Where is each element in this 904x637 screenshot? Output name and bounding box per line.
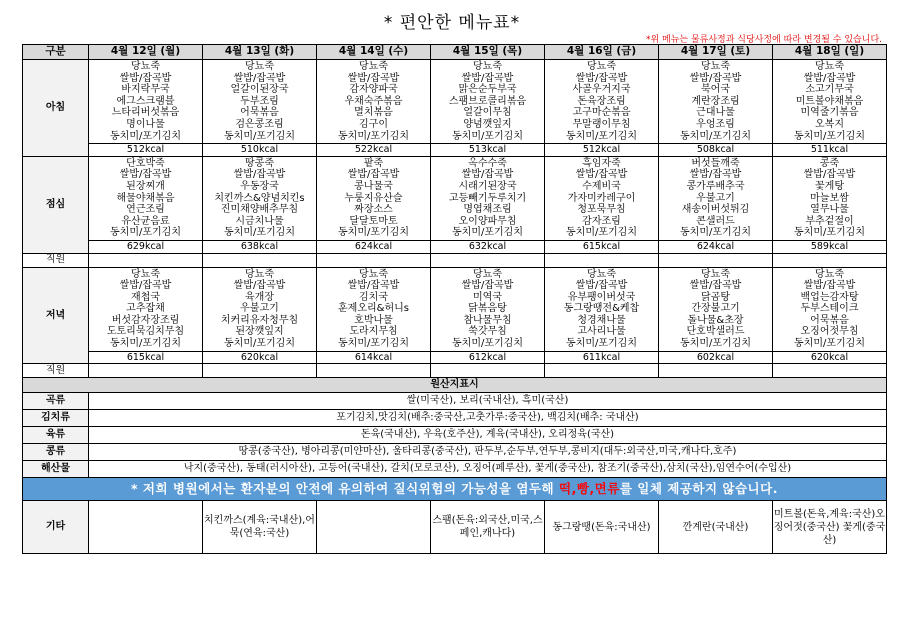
menu-item: 콩죽 — [819, 157, 840, 169]
menu-item: 우엉조림 — [696, 118, 735, 130]
menu-item: 재첩국 — [131, 291, 160, 303]
kcal-value: 513kcal — [431, 143, 544, 156]
banner-text-after: 를 일체 제공하지 않습니다. — [619, 481, 778, 497]
menu-item: 무말랭이무침 — [572, 118, 631, 130]
menu-item: 돈육장조림 — [577, 95, 626, 107]
meal-label: 아침 — [23, 60, 89, 157]
menu-item: 스팸브로콜리볶음 — [448, 95, 527, 107]
staff-cell — [773, 364, 887, 378]
menu-item: 동치미/포기김치 — [338, 227, 409, 239]
menu-item: 된장깻잎지 — [235, 326, 284, 338]
staff-label: 직원 — [23, 364, 89, 378]
menu-item: 동치미/포기김치 — [566, 130, 637, 142]
menu-item: 시래기된장국 — [458, 180, 517, 192]
menu-item: 콩가루배추국 — [686, 180, 745, 192]
menu-item: 쌀밥/잡곡밥 — [119, 72, 172, 84]
staff-cell — [317, 364, 431, 378]
day-header: 4월 14일 (수) — [317, 45, 431, 60]
staff-label: 직원 — [23, 253, 89, 267]
menu-item: 단호박샐러드 — [686, 326, 745, 338]
menu-item: 쌀밥/잡곡밥 — [575, 72, 628, 84]
kcal-value: 620kcal — [203, 351, 316, 364]
menu-item: 김치국 — [359, 291, 388, 303]
menu-item: 쌀밥/잡곡밥 — [119, 280, 172, 292]
menu-item: 청경채나물 — [577, 314, 626, 326]
menu-item: 부추겉절이 — [805, 215, 854, 227]
kcal-value: 624kcal — [317, 240, 430, 253]
day-header: 4월 12일 (월) — [89, 45, 203, 60]
origin-row — [23, 444, 887, 461]
menu-item: 우불고기 — [696, 192, 735, 204]
menu-cell — [89, 267, 203, 364]
staff-cell — [203, 253, 317, 267]
menu-item: 달달토마토 — [349, 215, 398, 227]
menu-item: 쌀밥/잡곡밥 — [233, 169, 286, 181]
menu-item: 검은콩조림 — [235, 118, 284, 130]
menu-cell — [203, 60, 317, 157]
day-header: 4월 17일 (토) — [659, 45, 773, 60]
menu-item: 쌀밥/잡곡밥 — [803, 169, 856, 181]
kcal-value: 638kcal — [203, 240, 316, 253]
day-header: 4월 13일 (화) — [203, 45, 317, 60]
menu-item: 흑임자죽 — [582, 157, 621, 169]
menu-cell — [659, 267, 773, 364]
menu-item: 버섯들깨죽 — [691, 157, 740, 169]
kcal-value: 615kcal — [89, 351, 202, 364]
menu-item: 어묵볶음 — [240, 107, 279, 119]
menu-item: 오복지 — [815, 118, 844, 130]
origin-label: 김치류 — [23, 410, 89, 427]
menu-item: 유산균음료 — [121, 215, 170, 227]
staff-cell — [89, 253, 203, 267]
menu-item: 땅콩죽 — [245, 157, 274, 169]
menu-item: 버섯감자장조림 — [111, 314, 180, 326]
menu-item: 동치미/포기김치 — [452, 338, 523, 350]
meal-label: 점심 — [23, 156, 89, 253]
menu-item: 팥죽 — [363, 157, 384, 169]
kcal-value: 510kcal — [203, 143, 316, 156]
staff-cell — [317, 253, 431, 267]
menu-item: 호박나물 — [354, 314, 393, 326]
menu-item: 동치미/포기김치 — [338, 338, 409, 350]
menu-item: 해물야채볶음 — [116, 192, 175, 204]
etc-label: 기타 — [23, 501, 89, 554]
day-header: 4월 16일 (금) — [545, 45, 659, 60]
menu-item: 당뇨죽 — [473, 268, 502, 280]
staff-row — [23, 364, 887, 378]
menu-item: 멸치볶음 — [354, 107, 393, 119]
menu-item: 도토리묵김치무침 — [106, 326, 185, 338]
menu-item: 맑은순두부국 — [458, 84, 517, 96]
menu-item: 감자조림 — [582, 215, 621, 227]
menu-cell — [89, 60, 203, 157]
menu-table — [22, 44, 887, 554]
menu-item: 동치미/포기김치 — [452, 130, 523, 142]
kcal-value: 629kcal — [89, 240, 202, 253]
menu-item: 청포묵무침 — [577, 204, 626, 216]
staff-cell — [545, 253, 659, 267]
menu-item: 오이양파무침 — [458, 215, 517, 227]
menu-item: 닭볶음탕 — [468, 303, 507, 315]
menu-cell — [431, 156, 545, 253]
staff-cell — [431, 364, 545, 378]
header-label: 구분 — [23, 45, 89, 60]
menu-item: 유부팽이버섯국 — [567, 291, 636, 303]
staff-cell — [431, 253, 545, 267]
menu-item: 당뇨죽 — [359, 268, 388, 280]
menu-item: 느타리버섯볶음 — [111, 107, 180, 119]
etc-cell: 깐계란(국내산) — [659, 501, 773, 554]
origin-row — [23, 427, 887, 444]
menu-item: 얼갈이된장국 — [230, 84, 289, 96]
menu-item: 쌀밥/잡곡밥 — [461, 169, 514, 181]
menu-item: 당뇨죽 — [815, 268, 844, 280]
menu-item: 명이나물 — [126, 118, 165, 130]
menu-item: 치킨까스&양념치킨s — [214, 192, 305, 204]
kcal-value: 508kcal — [659, 143, 772, 156]
etc-cell: 미트볼(돈육,계육:국산)오징어젓(중국산) 꽃게(중국산) — [773, 501, 887, 554]
menu-item: 당뇨죽 — [701, 268, 730, 280]
etc-cell: 스팸(돈육:외국산,미국,스페인,캐나다) — [431, 501, 545, 554]
menu-item: 쑥갓무침 — [468, 326, 507, 338]
menu-item: 고사리나물 — [577, 326, 626, 338]
choking-warning-banner — [23, 478, 887, 501]
menu-item: 백업는감자탕 — [800, 291, 859, 303]
menu-item: 동치미/포기김치 — [110, 130, 181, 142]
menu-item: 당뇨죽 — [587, 268, 616, 280]
menu-item: 쌀밥/잡곡밥 — [689, 169, 742, 181]
menu-item: 우채숙주볶음 — [344, 95, 403, 107]
origin-label: 콩류 — [23, 444, 89, 461]
menu-item: 근대나물 — [696, 107, 735, 119]
menu-item: 동치미/포기김치 — [680, 130, 751, 142]
change-notice: *위 메뉴는 물류사정과 식당사정에 따라 변경될 수 있습니다. — [645, 35, 882, 45]
kcal-value: 620kcal — [773, 351, 886, 364]
staff-cell — [773, 253, 887, 267]
menu-item: 쌀밥/잡곡밥 — [347, 280, 400, 292]
menu-cell — [431, 60, 545, 157]
menu-item: 동치미/포기김치 — [338, 130, 409, 142]
menu-item: 당뇨죽 — [245, 268, 274, 280]
menu-item: 고구마순볶음 — [572, 107, 631, 119]
menu-item: 새송이버섯튀김 — [681, 204, 750, 216]
menu-item: 소고기무국 — [805, 84, 854, 96]
origin-text: 돈육(국내산), 우육(호주산), 계육(국내산), 오리정육(국산) — [89, 427, 887, 444]
menu-item: 고추잡채 — [126, 303, 165, 315]
menu-item: 시금치나물 — [235, 215, 284, 227]
menu-item: 동치미/포기김치 — [110, 338, 181, 350]
meal-row — [23, 60, 887, 157]
menu-item: 에그스크램블 — [116, 95, 175, 107]
menu-item: 양념깻잎지 — [463, 118, 512, 130]
menu-item: 당뇨죽 — [359, 61, 388, 72]
menu-item: 마늘보쌈 — [810, 192, 849, 204]
menu-item: 치커리유자청무침 — [220, 314, 299, 326]
menu-item: 북어국 — [701, 84, 730, 96]
menu-item: 동치미/포기김치 — [680, 338, 751, 350]
menu-item: 쌀밥/잡곡밥 — [689, 280, 742, 292]
menu-item: 우동장국 — [240, 180, 279, 192]
menu-item: 당뇨죽 — [131, 61, 160, 72]
menu-item: 쌀밥/잡곡밥 — [233, 72, 286, 84]
origin-text: 포기김치,맛김치(배추:중국산,고춧가루:중국산), 백김치(배추: 국내산) — [89, 410, 887, 427]
menu-item: 미역국 — [473, 291, 502, 303]
etc-row — [23, 501, 887, 554]
menu-item: 꽃게탕 — [815, 180, 844, 192]
menu-item: 돌나물&초장 — [687, 314, 744, 326]
menu-item: 된장찌개 — [126, 180, 165, 192]
menu-cell — [773, 267, 887, 364]
menu-item: 진미채양배추무침 — [220, 204, 299, 216]
menu-item: 쌀밥/잡곡밥 — [461, 72, 514, 84]
kcal-value: 612kcal — [431, 351, 544, 364]
staff-cell — [659, 364, 773, 378]
menu-item: 사골우거지국 — [572, 84, 631, 96]
menu-item: 도라지무침 — [349, 326, 398, 338]
menu-item: 바지락무국 — [121, 84, 170, 96]
page-title: * 편안한 메뉴표* — [383, 13, 521, 33]
menu-item: 누룽지유산슬 — [344, 192, 403, 204]
etc-cell — [89, 501, 203, 554]
staff-cell — [545, 364, 659, 378]
etc-cell: 치킨까스(계육:국내산),어묵(연육:국산) — [203, 501, 317, 554]
menu-item: 명엽채조림 — [463, 204, 512, 216]
menu-item: 당뇨죽 — [815, 61, 844, 72]
warning-banner-row — [23, 478, 887, 501]
menu-item: 어묵볶음 — [810, 314, 849, 326]
menu-item: 쌀밥/잡곡밥 — [347, 72, 400, 84]
menu-cell — [317, 267, 431, 364]
menu-cell — [545, 60, 659, 157]
day-header: 4월 18일 (일) — [773, 45, 887, 60]
banner-highlight: 떡,빵,면류 — [559, 481, 620, 497]
staff-cell — [203, 364, 317, 378]
menu-cell — [545, 156, 659, 253]
menu-cell — [317, 156, 431, 253]
menu-item: 단호박죽 — [126, 157, 165, 169]
menu-cell — [545, 267, 659, 364]
menu-item: 동치미/포기김치 — [794, 130, 865, 142]
menu-item: 쌀밥/잡곡밥 — [347, 169, 400, 181]
menu-item: 계란장조림 — [691, 95, 740, 107]
menu-cell — [203, 156, 317, 253]
menu-item: 쌀밥/잡곡밥 — [575, 280, 628, 292]
menu-item: 감자양파국 — [349, 84, 398, 96]
origin-text: 땅콩(중국산), 병아리콩(미얀마산), 울타리콩(중국산), 판두부,순두부,연두부,콩비지(대두:외국산,미국,캐나다,호주) — [89, 444, 887, 461]
menu-item: 간장불고기 — [691, 303, 740, 315]
origin-row — [23, 393, 887, 410]
menu-item: 우불고기 — [240, 303, 279, 315]
kcal-value: 632kcal — [431, 240, 544, 253]
menu-item: 동치미/포기김치 — [110, 227, 181, 239]
menu-item: 수제비국 — [582, 180, 621, 192]
menu-cell — [659, 156, 773, 253]
menu-cell — [203, 267, 317, 364]
menu-cell — [773, 60, 887, 157]
menu-item: 동그랑땡전&케찹 — [563, 303, 640, 315]
menu-item: 연근조림 — [126, 204, 165, 216]
menu-item: 미트볼야채볶음 — [795, 95, 864, 107]
menu-item: 당뇨죽 — [587, 61, 616, 72]
menu-item: 동치미/포기김치 — [224, 227, 295, 239]
kcal-value: 615kcal — [545, 240, 658, 253]
origin-text: 쌀(미국산), 보리(국내산), 흑미(국산) — [89, 393, 887, 410]
menu-item: 동치미/포기김치 — [224, 338, 295, 350]
menu-item: 쌀밥/잡곡밥 — [689, 72, 742, 84]
menu-item: 당뇨죽 — [473, 61, 502, 72]
menu-item: 쌀밥/잡곡밥 — [803, 72, 856, 84]
kcal-value: 522kcal — [317, 143, 430, 156]
origin-row — [23, 461, 887, 478]
menu-item: 두부스테이크 — [800, 303, 859, 315]
kcal-value: 511kcal — [773, 143, 886, 156]
menu-item: 동치미/포기김치 — [566, 227, 637, 239]
menu-item: 미역줄기볶음 — [800, 107, 859, 119]
kcal-value: 624kcal — [659, 240, 772, 253]
menu-item: 김구이 — [359, 118, 388, 130]
menu-item: 당뇨죽 — [245, 61, 274, 72]
menu-item: 동치미/포기김치 — [794, 338, 865, 350]
staff-cell — [89, 364, 203, 378]
menu-cell — [773, 156, 887, 253]
menu-item: 고등빼기두루치기 — [448, 192, 527, 204]
origin-row — [23, 410, 887, 427]
kcal-value: 512kcal — [545, 143, 658, 156]
menu-item: 콩나물국 — [354, 180, 393, 192]
origin-label: 곡류 — [23, 393, 89, 410]
staff-row — [23, 253, 887, 267]
menu-item: 콘샐러드 — [696, 215, 735, 227]
menu-item: 동치미/포기김치 — [566, 338, 637, 350]
menu-item: 육개장 — [245, 291, 274, 303]
day-header: 4월 15일 (목) — [431, 45, 545, 60]
menu-item: 참나물무침 — [463, 314, 512, 326]
origin-label: 육류 — [23, 427, 89, 444]
menu-item: 쌀밥/잡곡밥 — [803, 280, 856, 292]
menu-item: 쌀밥/잡곡밥 — [461, 280, 514, 292]
menu-item: 동치미/포기김치 — [452, 227, 523, 239]
menu-item: 가자미카레구이 — [567, 192, 636, 204]
etc-cell: 동그랑땡(돈육:국내산) — [545, 501, 659, 554]
menu-item: 훈제오리&허니s — [338, 303, 409, 315]
staff-cell — [659, 253, 773, 267]
etc-cell — [317, 501, 431, 554]
menu-item: 얼갈이무침 — [463, 107, 512, 119]
kcal-value: 512kcal — [89, 143, 202, 156]
menu-item: 쌀밥/잡곡밥 — [119, 169, 172, 181]
menu-item: 동치미/포기김치 — [794, 227, 865, 239]
menu-item: 닭곰탕 — [701, 291, 730, 303]
menu-cell — [659, 60, 773, 157]
kcal-value: 611kcal — [545, 351, 658, 364]
menu-item: 열무나물 — [810, 204, 849, 216]
meal-label: 저녁 — [23, 267, 89, 364]
menu-cell — [317, 60, 431, 157]
menu-cell — [89, 156, 203, 253]
menu-item: 당뇨죽 — [701, 61, 730, 72]
origin-text: 낙지(중국산), 동태(러시아산), 고등어(국내산), 갈치(모로코산), 오징어(페루산), 꽃게(중국산), 참조기(중국산),삼치(국산),임연수어(수입산) — [89, 461, 887, 478]
kcal-value: 602kcal — [659, 351, 772, 364]
origin-title: 원산지표시 — [23, 378, 887, 393]
menu-item: 당뇨죽 — [131, 268, 160, 280]
menu-item: 동치미/포기김치 — [680, 227, 751, 239]
meal-row — [23, 156, 887, 253]
menu-item: 옥수수죽 — [468, 157, 507, 169]
kcal-value: 589kcal — [773, 240, 886, 253]
menu-item: 오징어젓무침 — [800, 326, 859, 338]
menu-cell — [431, 267, 545, 364]
menu-item: 쌀밥/잡곡밥 — [575, 169, 628, 181]
banner-text-before: * 저희 병원에서는 환자분의 안전에 유의하여 질식위험의 가능성을 염두해 — [131, 481, 559, 497]
origin-label: 해산물 — [23, 461, 89, 478]
menu-item: 동치미/포기김치 — [224, 130, 295, 142]
meal-row — [23, 267, 887, 364]
menu-item: 짜장소스 — [354, 204, 393, 216]
menu-item: 두부조림 — [240, 95, 279, 107]
kcal-value: 614kcal — [317, 351, 430, 364]
origin-header-row — [23, 378, 887, 393]
menu-item: 쌀밥/잡곡밥 — [233, 280, 286, 292]
